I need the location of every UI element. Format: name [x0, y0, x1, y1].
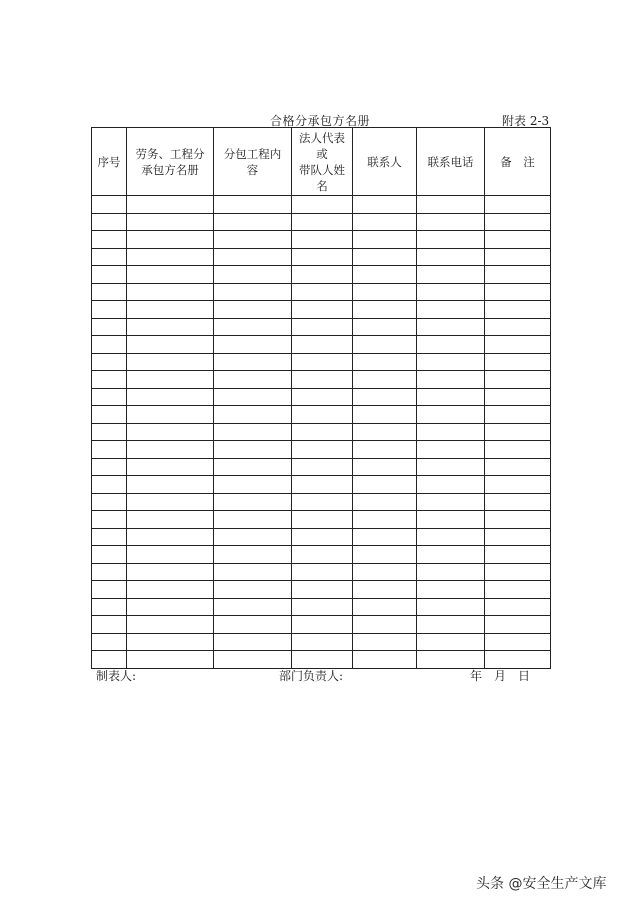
table-cell [417, 353, 485, 371]
table-cell [92, 616, 127, 634]
table-cell [417, 546, 485, 564]
table-cell [485, 406, 551, 424]
table-cell [292, 493, 353, 511]
col-header-line: 名 [316, 178, 328, 193]
table-row [92, 283, 551, 301]
table-row [92, 248, 551, 266]
table-cell [485, 301, 551, 319]
table-row [92, 493, 551, 511]
table-cell [353, 353, 417, 371]
table-cell [353, 196, 417, 214]
table-row [92, 616, 551, 634]
table-cell [127, 581, 214, 599]
col-header-line: 法人代表 [299, 130, 345, 145]
table-cell [127, 213, 214, 231]
table-row [92, 371, 551, 389]
table-cell [353, 406, 417, 424]
table-cell [353, 283, 417, 301]
table-cell [292, 441, 353, 459]
table-cell [214, 616, 292, 634]
table-cell [127, 598, 214, 616]
table-cell [127, 528, 214, 546]
table-cell [485, 423, 551, 441]
col-header-line: 分包工程内 [223, 146, 282, 161]
table-cell [417, 318, 485, 336]
table-cell [292, 651, 353, 669]
table-cell [485, 213, 551, 231]
table-cell [292, 266, 353, 284]
col-header-line: 或 [316, 146, 328, 161]
col-header-line: 联系人 [367, 154, 402, 169]
table-cell [214, 283, 292, 301]
table-cell [92, 248, 127, 266]
table-cell [353, 546, 417, 564]
table-cell [417, 406, 485, 424]
table-cell [485, 388, 551, 406]
table-cell [214, 196, 292, 214]
table-row [92, 423, 551, 441]
table-cell [485, 371, 551, 389]
col-header-phone [417, 128, 485, 196]
table-cell [353, 598, 417, 616]
table-cell [214, 213, 292, 231]
table-cell [214, 563, 292, 581]
table-cell [417, 563, 485, 581]
table-cell [292, 458, 353, 476]
table-cell [127, 458, 214, 476]
table-cell [485, 441, 551, 459]
table-row [92, 318, 551, 336]
table-cell [214, 528, 292, 546]
table-cell [292, 633, 353, 651]
table-cell [485, 196, 551, 214]
table-cell [485, 616, 551, 634]
table-cell [292, 231, 353, 249]
table-row [92, 633, 551, 651]
table-cell [127, 248, 214, 266]
table-cell [485, 493, 551, 511]
footer-maker-label: 制表人: [96, 669, 137, 683]
watermark: 头条 @安全生产文库 [476, 876, 607, 892]
table-cell [127, 493, 214, 511]
table-cell [353, 651, 417, 669]
table-cell [353, 441, 417, 459]
table-cell [214, 371, 292, 389]
col-header-line: 承包方名册 [141, 162, 199, 177]
table-cell [485, 336, 551, 354]
table-cell [485, 266, 551, 284]
table-cell [485, 528, 551, 546]
table-cell [353, 213, 417, 231]
table-cell [127, 511, 214, 529]
table-cell [127, 441, 214, 459]
table-cell [92, 598, 127, 616]
table-cell [485, 476, 551, 494]
table-row [92, 196, 551, 214]
table-cell [92, 231, 127, 249]
col-header-work-content [214, 128, 292, 196]
table-cell [127, 266, 214, 284]
table-row [92, 388, 551, 406]
table-cell [292, 423, 353, 441]
table-cell [92, 283, 127, 301]
table-cell [92, 476, 127, 494]
table-cell [417, 633, 485, 651]
table-cell [485, 546, 551, 564]
table-cell [417, 476, 485, 494]
table-cell [292, 546, 353, 564]
table-cell [292, 616, 353, 634]
table-cell [214, 458, 292, 476]
table-cell [485, 318, 551, 336]
table-row [92, 353, 551, 371]
table-cell [92, 546, 127, 564]
table-row [92, 441, 551, 459]
table-cell [417, 511, 485, 529]
table-cell [485, 353, 551, 371]
table-cell [292, 248, 353, 266]
table-cell [92, 458, 127, 476]
table-cell [127, 616, 214, 634]
table-cell [292, 283, 353, 301]
table-cell [214, 353, 292, 371]
table-cell [417, 196, 485, 214]
table-cell [92, 528, 127, 546]
table-cell [92, 213, 127, 231]
table-cell [353, 318, 417, 336]
table-cell [417, 283, 485, 301]
footer-date-label: 年 月 日 [470, 669, 531, 683]
table-cell [92, 336, 127, 354]
header-row [92, 128, 551, 196]
table-cell [417, 248, 485, 266]
subcontractor-roster-table [91, 127, 551, 669]
table-cell [127, 563, 214, 581]
table-cell [92, 353, 127, 371]
table-cell [127, 196, 214, 214]
table-cell [485, 283, 551, 301]
table-cell [292, 598, 353, 616]
col-header-subcontractor-name [127, 128, 214, 196]
col-header-line: 容 [246, 162, 259, 177]
table-cell [417, 371, 485, 389]
table-cell [292, 353, 353, 371]
table-cell [127, 301, 214, 319]
table-cell [92, 406, 127, 424]
table-cell [92, 388, 127, 406]
table-row [92, 213, 551, 231]
table-cell [127, 633, 214, 651]
table-cell [417, 598, 485, 616]
table-cell [292, 371, 353, 389]
col-header-line: 劳务、工程分 [135, 146, 205, 161]
table-cell [292, 336, 353, 354]
table-cell [92, 318, 127, 336]
table-cell [127, 371, 214, 389]
table-cell [353, 511, 417, 529]
table-cell [214, 511, 292, 529]
table-cell [485, 563, 551, 581]
table-cell [214, 441, 292, 459]
table-row [92, 651, 551, 669]
table-cell [353, 458, 417, 476]
table-cell [214, 266, 292, 284]
table-cell [353, 371, 417, 389]
col-header-line: 备 注 [500, 154, 535, 169]
col-header-line: 序号 [97, 154, 121, 169]
table-cell [214, 581, 292, 599]
table-cell [214, 248, 292, 266]
table-cell [485, 248, 551, 266]
table-cell [214, 598, 292, 616]
table-cell [353, 581, 417, 599]
table-cell [417, 616, 485, 634]
table-cell [292, 563, 353, 581]
table-cell [92, 511, 127, 529]
table-cell [417, 458, 485, 476]
table-cell [292, 528, 353, 546]
document-title: 合格分承包方名册 [269, 114, 370, 128]
table-cell [214, 546, 292, 564]
table-row [92, 458, 551, 476]
table-row [92, 266, 551, 284]
table-cell [417, 441, 485, 459]
col-header-line: 带队人姓 [299, 162, 345, 177]
table-cell [417, 301, 485, 319]
table-row [92, 476, 551, 494]
table-cell [353, 616, 417, 634]
table-cell [92, 441, 127, 459]
table-cell [92, 301, 127, 319]
col-header-legal-rep [292, 128, 353, 196]
col-header-serial [92, 128, 127, 196]
table-cell [353, 301, 417, 319]
table-cell [127, 406, 214, 424]
table-cell [127, 283, 214, 301]
table-cell [214, 231, 292, 249]
table-cell [292, 213, 353, 231]
table-cell [485, 651, 551, 669]
table-cell [214, 301, 292, 319]
table-cell [292, 318, 353, 336]
roster-body [92, 196, 551, 669]
table-cell [353, 493, 417, 511]
table-cell [92, 196, 127, 214]
table-row [92, 546, 551, 564]
table-cell [214, 633, 292, 651]
table-cell [92, 493, 127, 511]
table-cell [417, 581, 485, 599]
table-cell [353, 528, 417, 546]
form-number: 附表 2-3 [502, 114, 550, 128]
table-cell [417, 388, 485, 406]
table-cell [353, 266, 417, 284]
table-cell [417, 213, 485, 231]
table-row [92, 301, 551, 319]
table-cell [292, 511, 353, 529]
table-row [92, 336, 551, 354]
table-cell [353, 388, 417, 406]
table-row [92, 406, 551, 424]
table-cell [417, 231, 485, 249]
table-cell [485, 581, 551, 599]
table-cell [127, 423, 214, 441]
table-cell [292, 476, 353, 494]
table-cell [292, 301, 353, 319]
table-cell [485, 633, 551, 651]
table-cell [92, 633, 127, 651]
table-cell [214, 318, 292, 336]
table-cell [92, 651, 127, 669]
table-cell [485, 231, 551, 249]
table-cell [292, 406, 353, 424]
table-cell [92, 371, 127, 389]
col-header-contact-person [353, 128, 417, 196]
table-cell [353, 423, 417, 441]
table-row [92, 563, 551, 581]
table-cell [127, 353, 214, 371]
table-cell [127, 318, 214, 336]
table-cell [214, 476, 292, 494]
table-cell [127, 476, 214, 494]
table-cell [214, 336, 292, 354]
table-cell [92, 423, 127, 441]
table-cell [353, 231, 417, 249]
table-cell [292, 196, 353, 214]
table-cell [417, 336, 485, 354]
table-cell [92, 581, 127, 599]
table-cell [353, 633, 417, 651]
table-cell [417, 528, 485, 546]
table-cell [214, 406, 292, 424]
table-cell [127, 546, 214, 564]
table-cell [214, 651, 292, 669]
col-header-line: 联系电话 [427, 154, 474, 169]
table-row [92, 231, 551, 249]
table-cell [485, 458, 551, 476]
table-cell [417, 423, 485, 441]
table-cell [353, 248, 417, 266]
table-row [92, 581, 551, 599]
table-cell [92, 563, 127, 581]
footer-dept-head-label: 部门负责人: [279, 669, 344, 683]
table-cell [353, 476, 417, 494]
table-cell [127, 651, 214, 669]
table-cell [292, 388, 353, 406]
table-cell [417, 493, 485, 511]
table-cell [92, 266, 127, 284]
table-cell [485, 598, 551, 616]
col-header-remarks [485, 128, 551, 196]
table-row [92, 511, 551, 529]
table-cell [485, 511, 551, 529]
table-cell [214, 423, 292, 441]
table-cell [417, 651, 485, 669]
table-cell [353, 563, 417, 581]
table-row [92, 528, 551, 546]
table-cell [353, 336, 417, 354]
table-cell [417, 266, 485, 284]
table-cell [292, 581, 353, 599]
table-row [92, 598, 551, 616]
table-cell [127, 388, 214, 406]
table-cell [214, 493, 292, 511]
table-cell [214, 388, 292, 406]
table-cell [127, 336, 214, 354]
table-cell [127, 231, 214, 249]
